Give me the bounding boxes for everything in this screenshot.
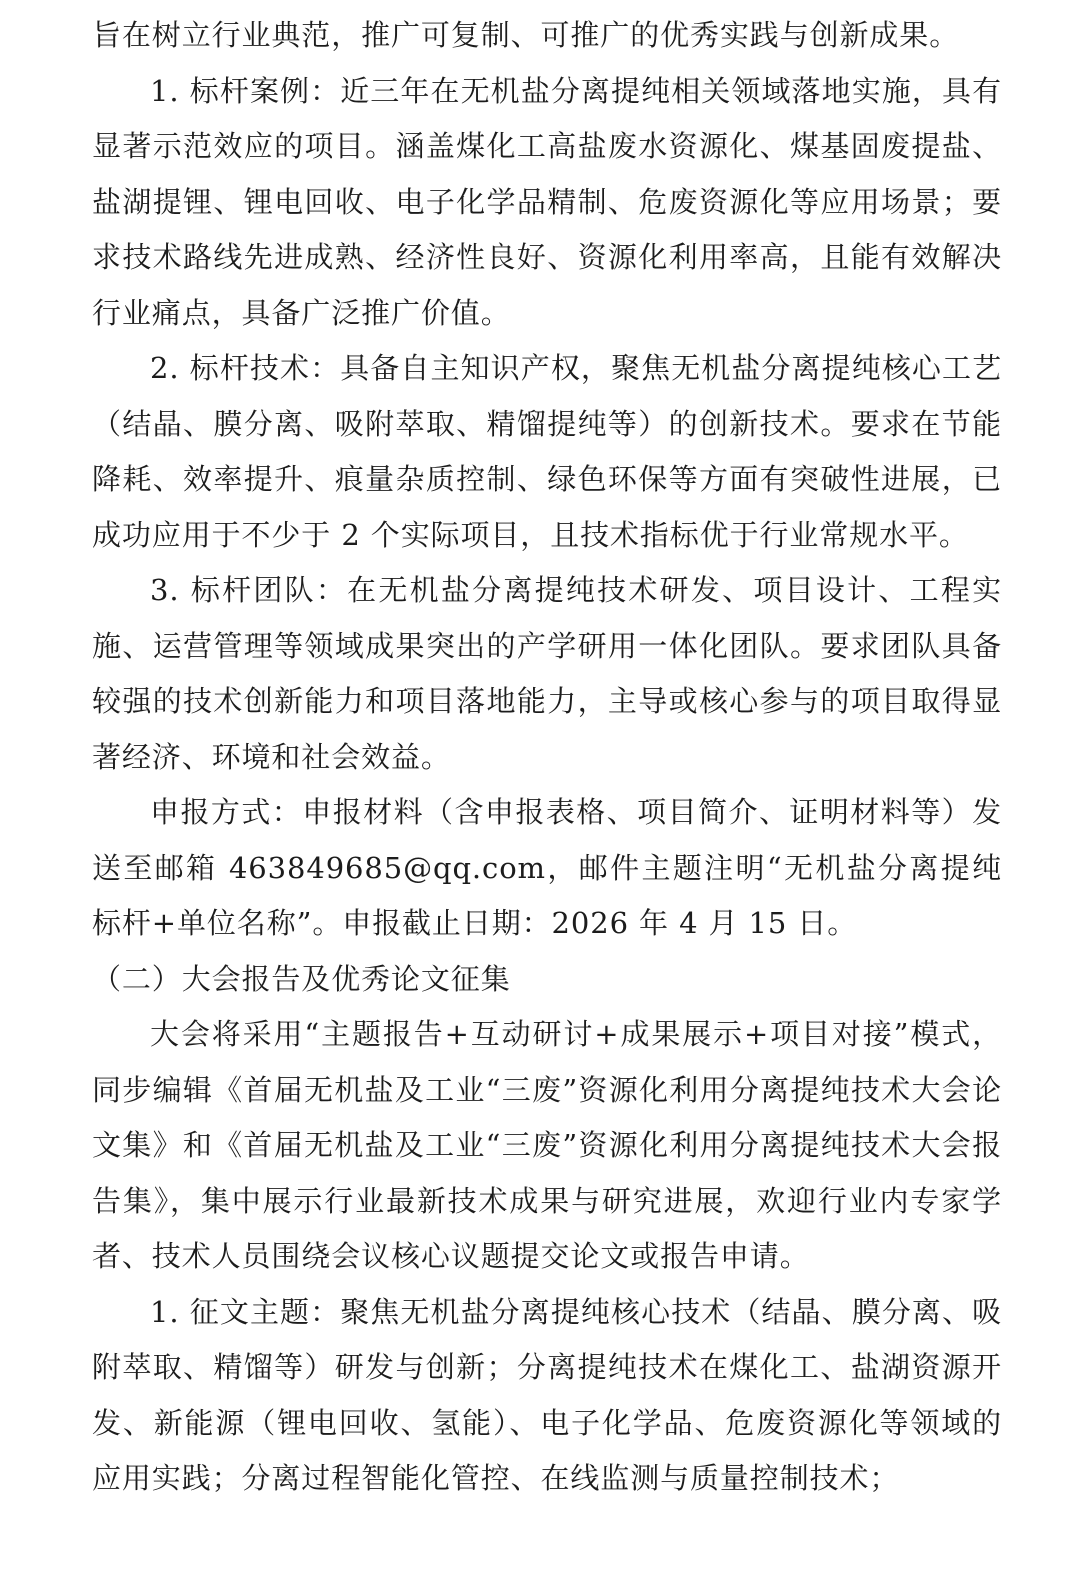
- paragraph-application-method: 申报方式：申报材料（含申报表格、项目简介、证明材料等）发送至邮箱 463849685@qq.com，邮件主题注明“无机盐分离提纯标杆+单位名称”。申报截止日期：2026 年 4 月 15 日。: [92, 795, 1002, 940]
- section-heading-reports-papers: （二）大会报告及优秀论文征集: [92, 961, 511, 996]
- paragraph-intro-continuation: 旨在树立行业典范，推广可复制、可推广的优秀实践与创新成果。: [92, 18, 960, 52]
- paragraph-benchmark-team: 3. 标杆团队：在无机盐分离提纯技术研发、项目设计、工程实施、运营管理等领域成果突出的产学研用一体化团队。要求团队具备较强的技术创新能力和项目落地能力，主导或核心参与的项目取得显著经济、环境和社会效益。: [92, 573, 1002, 774]
- paragraph-conference-format: 大会将采用“主题报告+互动研讨+成果展示+项目对接”模式，同步编辑《首届无机盐及工业“三废”资源化利用分离提纯技术大会论文集》和《首届无机盐及工业“三废”资源化利用分离提纯技术大会报告集》，集中展示行业最新技术成果与研究进展，欢迎行业内专家学者、技术人员围绕会议核心议题提交论文或报告申请。: [92, 1017, 1002, 1273]
- paragraph-call-for-papers-topics: 1. 征文主题：聚焦无机盐分离提纯核心技术（结晶、膜分离、吸附萃取、精馏等）研发与创新；分离提纯技术在煤化工、盐湖资源开发、新能源（锂电回收、氢能）、电子化学品、危废资源化等领域的应用实践；分离过程智能化管控、在线监测与质量控制技术；: [92, 1294, 1002, 1495]
- paragraph-benchmark-technology: 2. 标杆技术：具备自主知识产权，聚焦无机盐分离提纯核心工艺（结晶、膜分离、吸附萃取、精馏提纯等）的创新技术。要求在节能降耗、效率提升、痕量杂质控制、绿色环保等方面有突破性进展，已成功应用于不少于 2 个实际项目，且技术指标优于行业常规水平。: [92, 351, 1002, 552]
- document-body: [92, 8, 1002, 1507]
- paragraph-benchmark-case: 1. 标杆案例：近三年在无机盐分离提纯相关领域落地实施，具有显著示范效应的项目。涵盖煤化工高盐废水资源化、煤基固废提盐、盐湖提锂、锂电回收、电子化学品精制、危废资源化等应用场景；要求技术路线先进成熟、经济性良好、资源化利用率高，且能有效解决行业痛点，具备广泛推广价值。: [92, 73, 1002, 330]
